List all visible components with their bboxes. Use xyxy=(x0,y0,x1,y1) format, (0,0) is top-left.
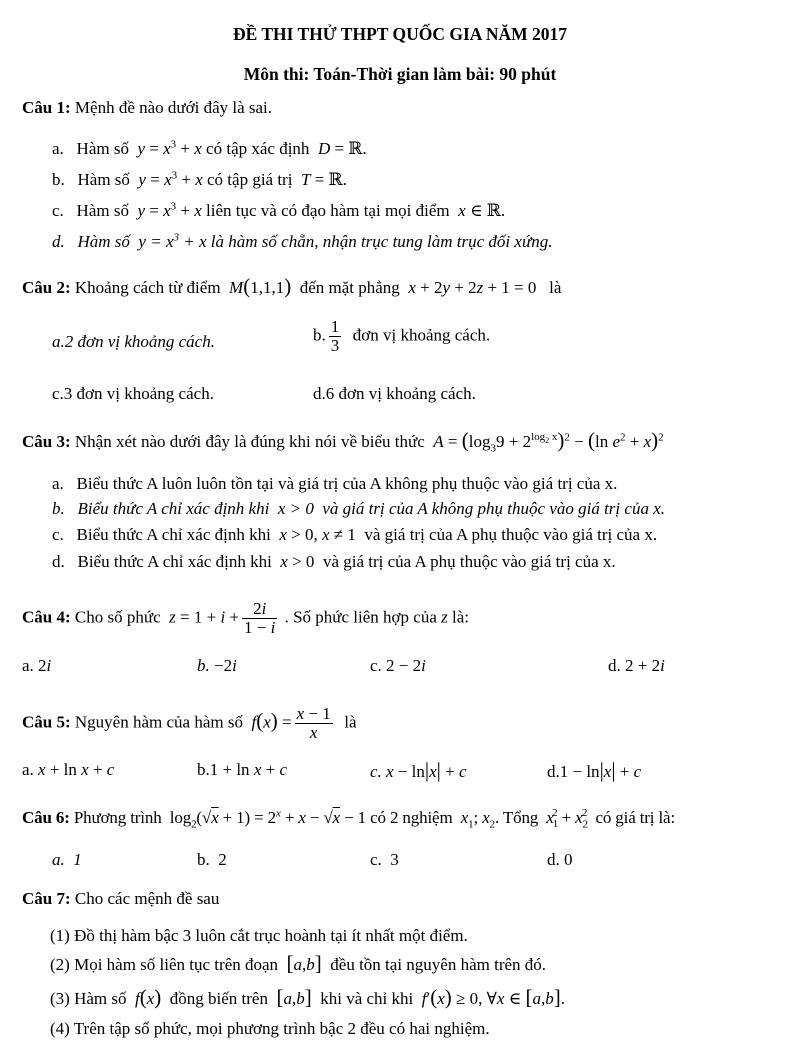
question-1-option-c: c. Hàm số $y = x^3 + x$ liên tục và có đạo hàm tại mọi điểm x ∈ ℝ. xyxy=(52,200,506,220)
fraction-2i-over-1-minus-i: $\frac{2i}{1 - i}$ xyxy=(244,599,276,637)
question-6-option-d: d. 0 xyxy=(547,850,573,869)
question-6-option-a: a. 1 xyxy=(52,850,82,869)
question-1-label: Câu 1: xyxy=(22,98,71,117)
question-2-option-c: c.3 đơn vị khoảng cách. xyxy=(52,384,214,403)
exam-title: ĐỀ THI THỬ THPT QUỐC GIA NĂM 2017 xyxy=(232,24,567,44)
question-2-option-a: a.2 đơn vị khoảng cách. xyxy=(52,332,215,351)
question-2-label: Câu 2: xyxy=(22,278,71,297)
question-5-option-a: a. x + ln x + c xyxy=(22,760,115,779)
question-4-option-b: b. −2i xyxy=(197,656,237,675)
question-3-option-b: b. Biểu thức A chỉ xác định khi x > 0 và giá trị của A không phụ thuộc vào giá trị của x. xyxy=(52,499,665,518)
fraction-x-minus-1-over-x: $\frac{x - 1}{x}$ xyxy=(296,704,331,742)
question-3-label: Câu 3: xyxy=(22,432,71,451)
question-5-option-c: c. x − ln|x| + c xyxy=(370,758,467,782)
question-4: Câu 4: Cho số phức z = 1 + i + $\frac{2i}{1 - i}$ . Số phức liên hợp của z là: xyxy=(22,599,470,637)
question-4-option-d: d. 2 + 2i xyxy=(608,656,665,675)
exam-subtitle: Môn thi: Toán-Thời gian làm bài: 90 phút xyxy=(243,64,557,84)
question-7-statement-3: (3) Hàm số f(x) đồng biến trên [a,b] khi và chỉ khi f′(x) ≥ 0, ∀x ∈ [a,b]. xyxy=(50,985,565,1009)
question-2-option-d: d.6 đơn vị khoảng cách. xyxy=(313,384,476,403)
question-1-option-d: d. Hàm số $y = x^3 + x$ là hàm số chẵn, nhận trục tung làm trục đối xứng. xyxy=(52,231,553,251)
question-7: Câu 7: Cho các mệnh đề sau xyxy=(22,889,220,908)
question-5-option-b: b.1 + ln x + c xyxy=(197,760,287,779)
question-3-option-a: a. Biểu thức A luôn luôn tồn tại và giá trị của A không phụ thuộc vào giá trị của x. xyxy=(52,474,618,493)
question-3-option-d: d. Biểu thức A chỉ xác định khi x > 0 và giá trị của A phụ thuộc vào giá trị của x. xyxy=(52,552,616,571)
question-5: Câu 5: Nguyên hàm của hàm số f(x) = $\frac{x - 1}{x}$ là xyxy=(22,704,357,742)
question-1-text: Mệnh đề nào dưới đây là sai. xyxy=(74,98,273,117)
question-7-statement-2: (2) Mọi hàm số liên tục trên đoạn [a,b] đều tồn tại nguyên hàm trên đó. xyxy=(50,951,547,975)
question-5-label: Câu 5: xyxy=(22,712,71,732)
question-1 xyxy=(22,97,272,119)
question-5-option-d: d.1 − ln|x| + c xyxy=(547,758,642,782)
question-6-option-c: c. 3 xyxy=(370,850,399,869)
question-1-option-b: b. Hàm số $y = x^3 + x$ có tập giá trị T = ℝ. xyxy=(52,169,347,189)
fraction-one-third: $\frac{1}{3}$ xyxy=(330,317,340,355)
question-1-option-a: a. Hàm số $y = x^3 + x$ có tập xác định D = ℝ. xyxy=(52,138,367,158)
question-6-label: Câu 6: xyxy=(22,808,70,827)
question-7-statement-4: (4) Trên tập số phức, mọi phương trình bậc 2 đều có hai nghiệm. xyxy=(50,1019,490,1038)
question-4-label: Câu 4: xyxy=(22,607,71,627)
question-4-option-a: a. 2i xyxy=(22,656,52,675)
question-4-option-c: c. 2 − 2i xyxy=(370,656,426,675)
question-7-label: Câu 7: xyxy=(22,889,71,908)
question-3-option-c: c. Biểu thức A chỉ xác định khi x > 0, x ≠ 1 và giá trị của A phụ thuộc vào giá trị của x. xyxy=(52,525,658,544)
question-6-option-b: b. 2 xyxy=(197,850,227,869)
question-3: Câu 3: Nhận xét nào dưới đây là đúng khi nói về biểu thức $A = (\log_39 + 2^{log_2 x})^2 - (\ln$ $e^2 + x)^2$ xyxy=(22,428,664,455)
question-7-statement-1: (1) Đồ thị hàm bậc 3 luôn cắt trục hoành tại ít nhất một điểm. xyxy=(50,926,468,945)
question-6: Câu 6: Phương trình $\log_2(√x + 1) = 2^x + x - √x - 1$ có 2 nghiệm $x_1$; $x_2$. Tổng $x_1^2 + x_2^2$ có giá trị là: xyxy=(22,807,676,831)
question-2-option-b: b. $\frac{1}{3}$ đơn vị khoảng cách. xyxy=(313,317,491,355)
question-2: Câu 2: Khoảng cách từ điểm M(1,1,1) đến mặt phẳng x + 2y + 2z + 1 = 0 là xyxy=(22,274,562,298)
